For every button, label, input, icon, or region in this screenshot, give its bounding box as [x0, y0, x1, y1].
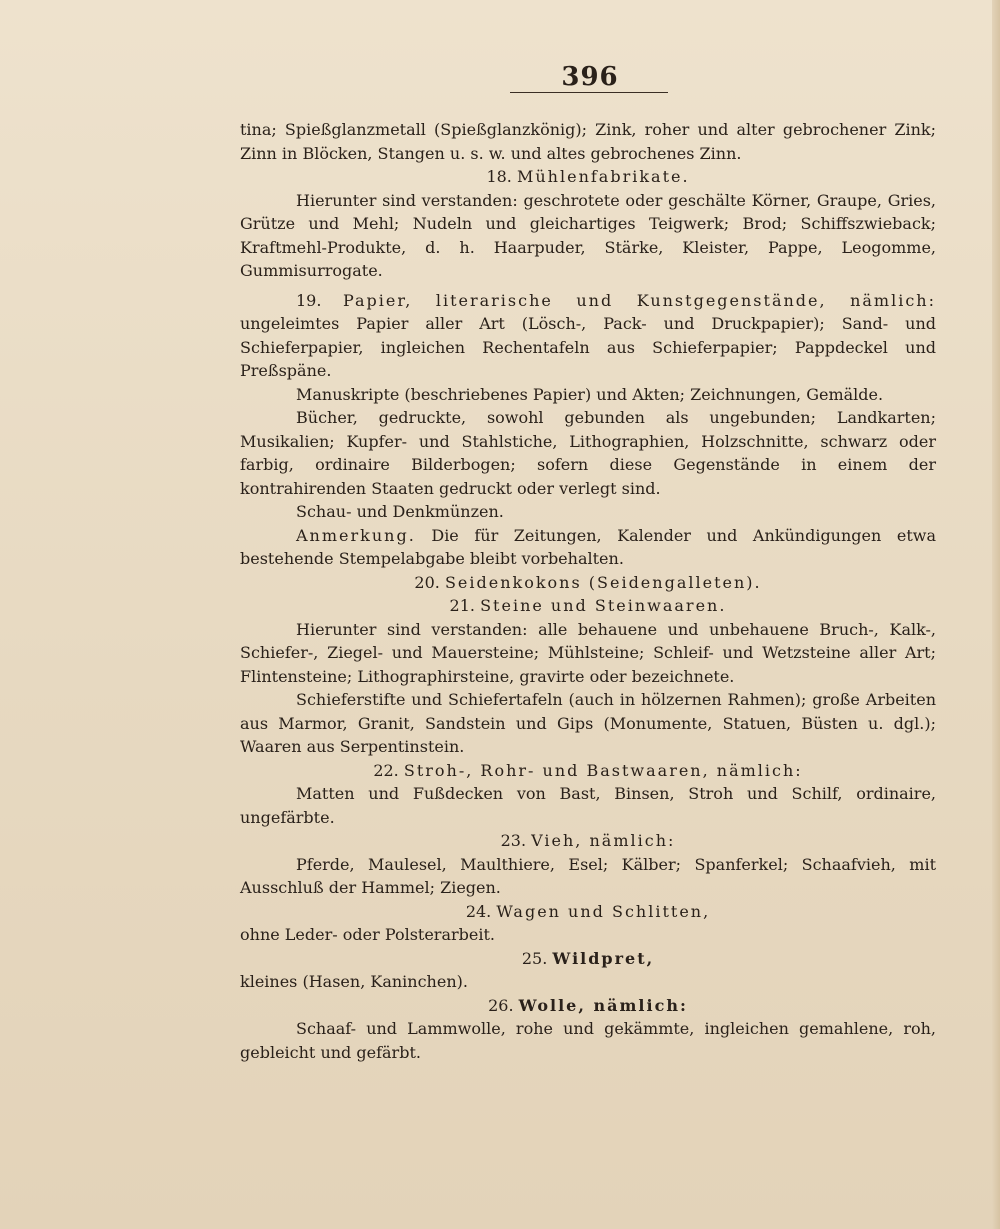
paragraph-21: Hierunter sind verstanden: alle behauene und unbehauene Bruch-, Kalk-, Schiefer-, Ziegel- und Mauersteine; Mühlsteine; Schleif- und Wetzsteine aller Art; Flintensteine; Lithographirsteine, gravirte oder bezeichnete.: [240, 619, 936, 686]
paragraph-21-slate: Schieferstifte und Schiefertafeln (auch in hölzernen Rahmen); große Arbeiten aus Marmor, Granit, Sandstein und Gips (Monumente, Statuen, Büsten u. dgl.); Waaren aus Serpentinstein.: [240, 690, 936, 756]
page-edge: [992, 0, 1000, 1229]
heading-21-title: Steine und Steinwaaren.: [480, 596, 727, 615]
note: [240, 524, 936, 571]
paragraph-intro: tina; Spießglanzmetall (Spießglanzkönig); Zink, roher und alter gebrochener Zink; Zinn in Blöcken, Stangen u. s. w. und altes gebrochenes Zinn.: [240, 120, 936, 163]
paragraph-24: ohne Leder- oder Polsterarbeit.: [240, 925, 495, 944]
heading-26-number: 26.: [488, 995, 514, 1015]
heading-23-title: Vieh, nämlich:: [531, 831, 676, 850]
paragraph-26: Schaaf- und Lammwolle, rohe und gekämmte, ingleichen gemahlene, roh, gebleicht und gefärbt.: [240, 1019, 936, 1062]
heading-22-title: Stroh-, Rohr- und Bastwaaren, nämlich:: [403, 760, 803, 780]
heading-20-number: 20.: [414, 572, 440, 592]
heading-25-title: Wildpret,: [552, 948, 655, 968]
heading-22-number: 22.: [373, 760, 399, 780]
heading-25-number: 25.: [521, 948, 548, 968]
paragraph-19-manuscripts: Manuskripte (beschriebenes Papier) und Akten; Zeichnungen, Gemälde.: [296, 384, 884, 404]
item-19-number: 19.: [296, 290, 322, 310]
item-19-lead: Papier, literarische und Kunstgegenstände, nämlich:: [342, 290, 936, 310]
heading-23: [240, 829, 936, 853]
paragraph-19-books: Bücher, gedruckte, sowohl gebunden als ungebunden; Landkarten; Musikalien; Kupfer- und Stahlstiche, Lithographien, Holzschnitte, schwarz oder farbig, ordinaire Bilderbogen; sofern diese Gegenstände in einem der kontrahirenden Staaten gedruckt oder verlegt sind.: [240, 408, 936, 498]
heading-20-title: Seidenkokons (Seidengalleten).: [444, 572, 762, 592]
heading-24: [240, 900, 936, 924]
heading-21-number: 21.: [449, 596, 475, 615]
item-19-text: ungeleimtes Papier aller Art (Lösch-, Pack- und Druckpapier); Sand- und Schieferpapier, ingleichen Rechentafeln aus Schieferpapier; Pappdeckel und Preßspäne.: [240, 314, 936, 380]
heading-22: [240, 759, 936, 783]
heading-21: [240, 594, 936, 618]
paragraph-23: Pferde, Maulesel, Maulthiere, Esel; Kälber; Spanferkel; Schaafvieh, mit Ausschluß der Hammel; Ziegen.: [240, 854, 936, 897]
paragraph-19: [240, 289, 936, 383]
heading-26-title: Wolle, nämlich:: [518, 995, 688, 1015]
heading-24-title: Wagen und Schlitten,: [496, 901, 711, 921]
note-label: Anmerkung.: [296, 525, 416, 545]
heading-23-number: 23.: [500, 831, 527, 850]
body-text: [240, 118, 936, 1064]
page-number: 396: [561, 62, 619, 92]
paragraph-18: Hierunter sind verstanden: geschrotete oder geschälte Körner, Graupe, Gries, Grütze und Mehl; Nudeln und gleichartiges Teigwerk; Brod; Schiffszwieback; Kraftmehl-Produkte, d. h. Haarpuder, Stärke, Kleister, Pappe, Leogomme, Gummisurrogate.: [240, 190, 936, 280]
heading-18: [240, 165, 936, 189]
paragraph-22: Matten und Fußdecken von Bast, Binsen, Stroh und Schilf, ordinaire, ungefärbte.: [240, 784, 936, 827]
paragraph-19-coins: Schau- und Denkmünzen.: [296, 502, 504, 521]
note-text: Die für Zeitungen, Kalender und Ankündigungen etwa bestehende Stempelabgabe bleibt vorbehalten.: [240, 525, 937, 568]
heading-20: [240, 571, 936, 595]
page-number-rule: [510, 92, 668, 93]
paragraph-25: kleines (Hasen, Kaninchen).: [240, 972, 468, 991]
heading-18-number: 18.: [486, 167, 512, 186]
heading-24-number: 24.: [465, 901, 492, 921]
heading-18-title: Mühlenfabrikate.: [516, 167, 690, 186]
heading-25: [240, 947, 936, 971]
heading-26: [240, 994, 936, 1018]
